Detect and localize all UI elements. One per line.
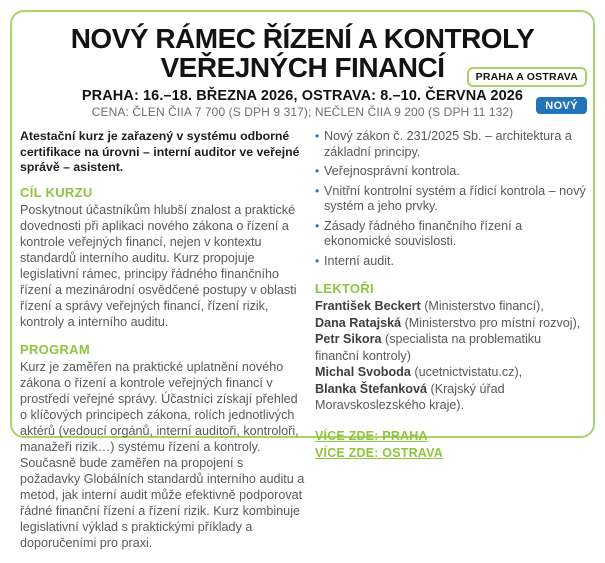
goal-heading: CÍL KURZU	[20, 184, 93, 200]
left-column	[20, 129, 307, 563]
location-badge: PRAHA A OSTRAVA	[467, 67, 587, 87]
lecturer-line	[315, 298, 586, 315]
right-column	[315, 129, 586, 563]
lecturer-line	[315, 364, 586, 381]
lecturer-affiliation: (specialista na problematiku finanční kontroly)	[315, 332, 542, 363]
more-info-links	[315, 428, 586, 462]
lecturer-line	[315, 331, 586, 364]
more-info-link-praha[interactable]: VÍCE ZDE: PRAHA	[315, 428, 428, 443]
topic-item: • Interní audit.	[315, 254, 586, 270]
goal-text: Poskytnout účastníkům hlubší znalost a praktické dovednosti při aplikaci nového zákona o řízení a kontrole veřejných financí, nejen v kontextu standardů interního auditu. Kurz propojuje legislativní rámec, principy řádného finančního řízení a mezinárodní osvědčené postupy v oblasti řízení a správy veřejných financí, řízení rizik, kontroly a interního auditu.	[20, 202, 297, 329]
lecturer-name: Petr Sikora	[315, 332, 382, 346]
page-title-line1: NOVÝ RÁMEC ŘÍZENÍ A KONTROLY	[70, 23, 535, 54]
flyer-header	[12, 12, 593, 119]
lecturer-line	[315, 381, 586, 414]
more-info-link-ostrava[interactable]: VÍCE ZDE: OSTRAVA	[315, 445, 443, 460]
certification-note: Atestační kurz je zařazený v systému odborné certifikace na úrovni – interní auditor ve veřejné správě – asistent.	[20, 129, 300, 174]
course-dates: PRAHA: 16.–18. BŘEZNA 2026, OSTRAVA: 8.–10. ČERVNA 2026	[81, 88, 524, 104]
content-columns	[12, 119, 593, 563]
lecturer-name: František Beckert	[315, 299, 421, 313]
topic-item: • Zásady řádného finančního řízení a ekonomické souvislosti.	[315, 219, 586, 250]
page-title-line2: VEŘEJNÝCH FINANCÍ	[160, 52, 445, 83]
topic-item: • Veřejnosprávní kontrola.	[315, 164, 586, 180]
lecturer-affiliation: (Ministerstvo financí),	[420, 299, 544, 313]
lecturer-affiliation: (ucetnictvistatu.cz),	[410, 365, 523, 379]
lecturer-name: Dana Ratajská	[315, 315, 402, 330]
topics-list	[315, 129, 586, 269]
lecturer-affiliation: (Krajský úřad Moravskoslezského kraje).	[315, 381, 505, 412]
lecturers-heading: LEKTOŘI	[315, 281, 374, 296]
lecturer-line	[315, 315, 586, 332]
new-badge: NOVÝ	[536, 97, 587, 114]
lecturers-list	[315, 298, 586, 414]
flyer-frame	[10, 10, 595, 550]
program-text: Kurz je zaměřen na praktické uplatnění nového zákona o řízení a kontrole veřejných financí v prostředí veřejné správy. Účastníci získají přehled o klíčových principech zákona, rolích jednotlivých aktérů (vedoucí orgánů, interní auditoři, kontroloři, manažeři rizik…) systému řízení a kontroly. Současně bude zaměřen na propojení s požadavky Globálních standardů interního auditu a metod, jak interní audit může efektivně podporovat řádné finanční řízení a řízení rizik. Kurz kombinuje legislativní výklad s praktickými příklady a doporučeními pro praxi.	[20, 359, 305, 550]
topic-item: • Vnitřní kontrolní systém a řídicí kontrola – nový systém a jeho prvky.	[315, 184, 586, 215]
lecturer-name: Michal Svoboda	[315, 365, 411, 379]
course-price: CENA: ČLEN ČIIA 7 700 (S DPH 9 317); NEČLEN ČIIA 9 200 (S DPH 11 132)	[91, 105, 514, 119]
program-heading: PROGRAM	[20, 341, 90, 357]
lecturer-name: Blanka Štefanková	[315, 381, 427, 396]
lecturer-affiliation: (Ministerstvo pro místní rozvoj),	[401, 315, 581, 330]
topic-item: • Nový zákon č. 231/2025 Sb. – architektura a základní principy.	[315, 129, 586, 160]
